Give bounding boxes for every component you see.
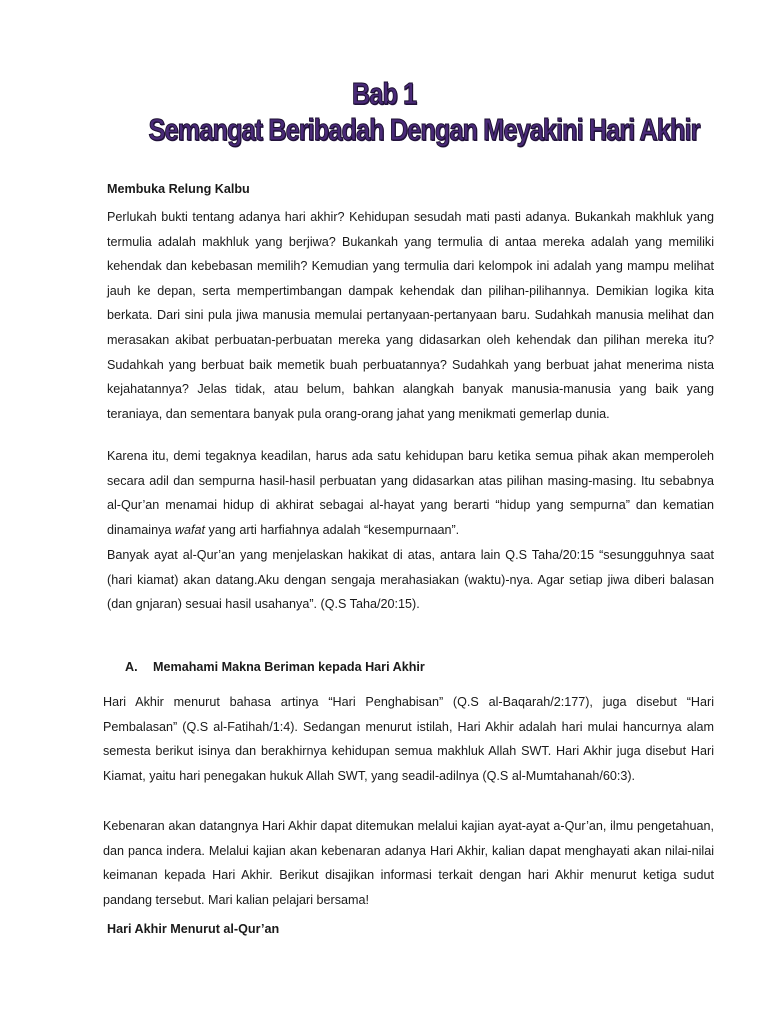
- chapter-title: Semangat Beribadah Dengan Meyakini Hari Akhir: [148, 112, 700, 147]
- list-marker: A.: [125, 660, 138, 674]
- paragraph: [107, 444, 714, 542]
- section-heading: Membuka Relung Kalbu: [107, 182, 250, 196]
- paragraph-text: Karena itu, demi tegaknya keadilan, harus ada satu kehidupan baru ketika semua pihak akan memperoleh secara adil dan sempurna hasil-hasil perbuatan yang didasarkan atas pilihan masing-masing. Itu sebabnya al-Qur’an menamai hidup di akhirat sebagai al-hayat yang berarti “hidup yang sempurna” dan kematian dinamainya: [107, 449, 714, 537]
- paragraph: Kebenaran akan datangnya Hari Akhir dapat ditemukan melalui kajian ayat-ayat a-Qur’an, ilmu pengetahuan, dan panca indera. Melalui kajian akan kebenaran adanya Hari Akhir, kalian dapat menghayati akan nilai-nilai keimanan kepada Hari Akhir. Berikut disajikan informasi terkait dengan hari Akhir menurut ketiga sudut pandang tersebut. Mari kalian pelajari bersama!: [103, 819, 714, 907]
- paragraph-text: yang arti harfiahnya adalah “kesempurnaan”.: [205, 522, 460, 537]
- subsection-heading: Hari Akhir Menurut al-Qur’an: [107, 922, 280, 936]
- paragraph: Hari Akhir menurut bahasa artinya “Hari Penghabisan” (Q.S al-Baqarah/2:177), juga disebut “Hari Pembalasan” (Q.S al-Fatihah/1:4). Sedangan menurut istilah, Hari Akhir adalah hari mulai hancurnya alam semesta berikut isinya dan berakhirnya kehidupan semua makhluk Allah SWT. Hari Akhir juga disebut Hari Kiamat, yaitu hari penegakan hukuk Allah SWT, yang seadil-adilnya (Q.S al-Mumtahanah/60:3).: [103, 695, 714, 783]
- section-heading: Memahami Makna Beriman kepada Hari Akhir: [153, 660, 425, 674]
- paragraph: Perlukah bukti tentang adanya hari akhir? Kehidupan sesudah mati pasti adanya. Bukankah makhluk yang termulia adalah makhluk yang berjiwa? Bukankah yang termulia di antaa mereka adalah yang memiliki kehendak dan kebebasan memilih? Kemudian yang termulia dari kelompok ini adalah yang mampu melihat jauh ke depan, serta mempertimbangan dampak kehendak dan pilihan-pilihannya. Demikian logika kita berkata. Dari sini pula jiwa manusia memulai pertanyaan-pertanyaan baru. Sudahkah manusia melihat dan merasakan akibat perbuatan-perbuatan mereka yang didasarkan oleh kehendak dan pilihan mereka itu? Sudahkah yang berbuat baik memetik buah perbuatannya? Sudahkah yang berbuat jahat menerima nista kejahatannya? Jelas tidak, atau belum, bahkan alangkah banyak manusia-manusia yang baik yang teraniaya, dan sementara banyak pula orang-orang jahat yang menikmati gemerlap dunia.: [107, 210, 714, 421]
- chapter-number: Bab 1: [351, 76, 417, 111]
- paragraph: Banyak ayat al-Qur’an yang menjelaskan hakikat di atas, antara lain Q.S Taha/20:15 “sesungguhnya saat (hari kiamat) akan datang.Aku dengan sengaja merahasiakan (waktu)-nya. Agar setiap jiwa diberi balasan (dan gnjaran) sesuai hasil usahanya”. (Q.S Taha/20:15).: [107, 548, 714, 612]
- italic-term: wafat: [174, 522, 206, 537]
